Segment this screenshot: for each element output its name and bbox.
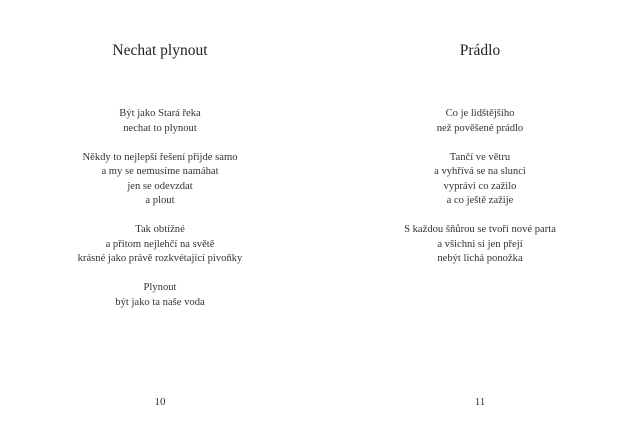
poem-line: a co ještě zažije bbox=[446, 195, 514, 206]
stanza bbox=[0, 281, 320, 310]
poem-title: Nechat plynout bbox=[112, 42, 208, 59]
stanza bbox=[0, 151, 320, 209]
poem-line: Plynout bbox=[143, 282, 177, 293]
page-number: 11 bbox=[474, 396, 486, 408]
poem-line: a my se nemusíme namáhat bbox=[101, 166, 219, 177]
poem-line: a přitom nejlehčí na světě bbox=[105, 238, 215, 250]
page-number: 10 bbox=[154, 396, 166, 408]
right-page bbox=[320, 0, 640, 434]
poem-line: než pověšené prádlo bbox=[436, 122, 524, 134]
poem-line: a všichni si jen přejí bbox=[437, 238, 523, 250]
poem-line: vypráví co zažilo bbox=[443, 180, 517, 192]
poem-line: a plout bbox=[145, 195, 175, 206]
poem-line: Někdy to nejlepší řešení přijde samo bbox=[82, 151, 238, 163]
poem-body bbox=[0, 107, 320, 325]
poem-line: krásné jako právě rozkvétající pivoňky bbox=[77, 253, 243, 264]
stanza bbox=[320, 223, 640, 267]
poem-line: Co je lidštějšího bbox=[445, 108, 515, 119]
poem-line: Být jako Stará řeka bbox=[119, 108, 201, 119]
poem-line: jen se odevzdat bbox=[127, 180, 193, 192]
stanza bbox=[0, 107, 320, 136]
stanza bbox=[320, 107, 640, 136]
poem-line: nebýt lichá ponožka bbox=[437, 253, 523, 264]
poem-line: být jako ta naše voda bbox=[115, 296, 205, 308]
poem-line: Tak obtížné bbox=[135, 224, 185, 235]
stanza bbox=[0, 223, 320, 267]
poem-line: S každou šňůrou se tvoří nové parta bbox=[404, 224, 556, 235]
poem-body bbox=[320, 107, 640, 281]
poem-title: Prádlo bbox=[459, 42, 501, 59]
poem-line: a vyhřívá se na slunci bbox=[434, 166, 526, 177]
poem-line: Tančí ve větru bbox=[449, 151, 511, 163]
poem-line: nechat to plynout bbox=[123, 122, 197, 134]
stanza bbox=[320, 151, 640, 209]
